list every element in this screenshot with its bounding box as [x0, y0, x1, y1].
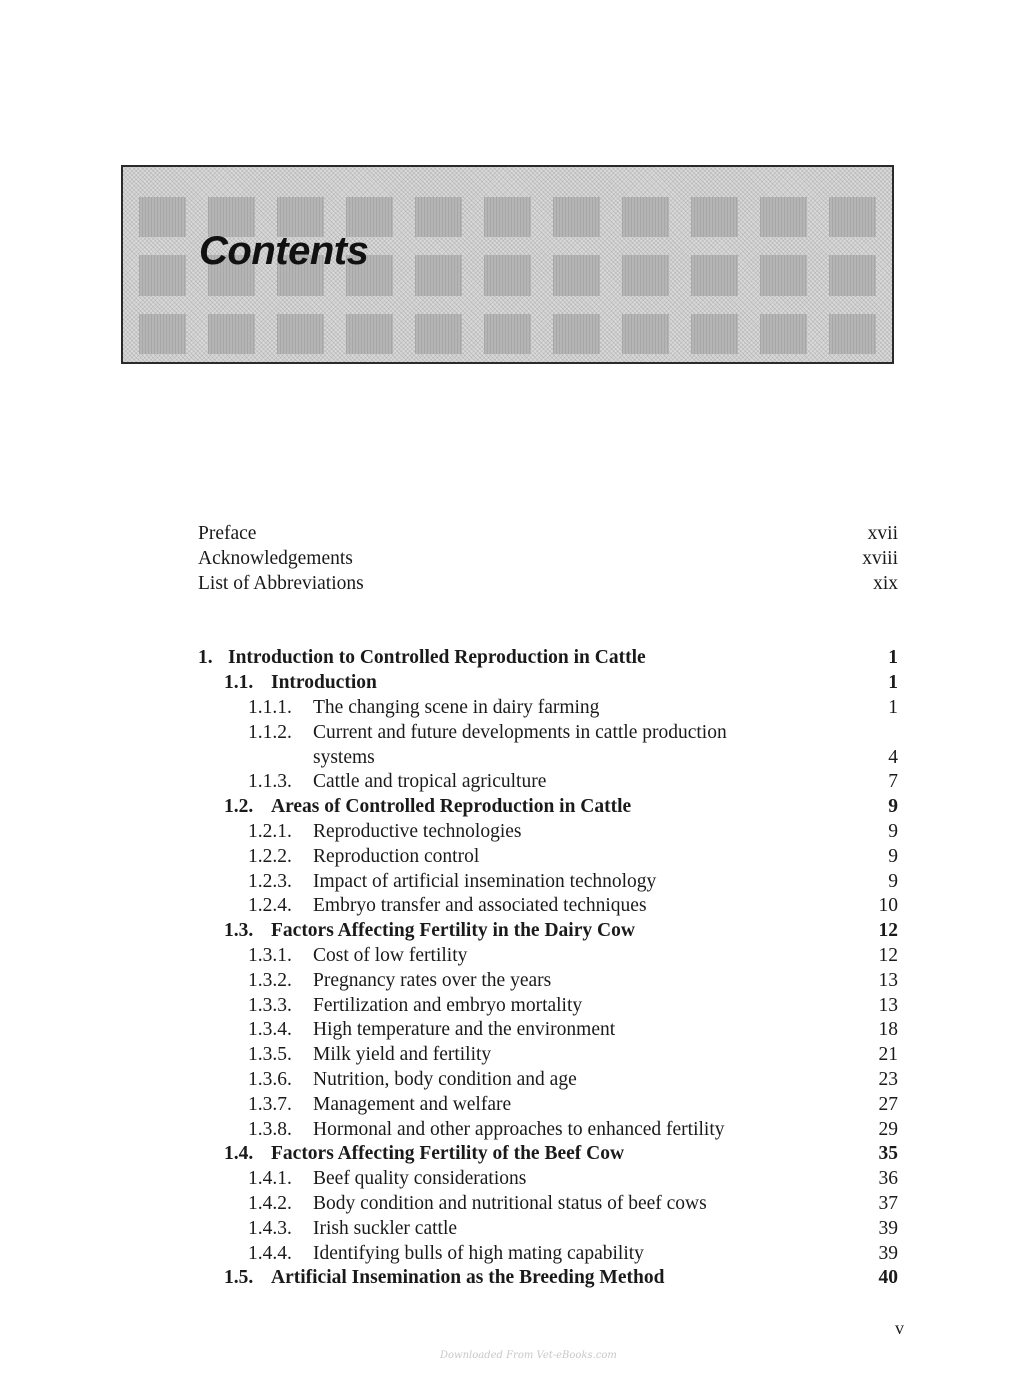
entry-page: 23	[878, 1069, 898, 1090]
entry-page: xvii	[867, 523, 898, 544]
subsection-number: 1.3.5.	[248, 1044, 292, 1065]
entry-page: 1	[888, 697, 898, 718]
subsection-number: 1.3.3.	[248, 995, 292, 1016]
subsection-number: 1.2.4.	[248, 895, 292, 916]
toc-subsection	[198, 968, 898, 993]
toc-subsection	[198, 869, 898, 894]
entry-page: 27	[878, 1094, 898, 1115]
toc-subsection	[198, 1117, 898, 1142]
toc-chapter	[198, 645, 898, 670]
entry-page: 9	[888, 821, 898, 842]
toc-front-entry	[198, 521, 898, 546]
subsection-number: 1.3.4.	[248, 1019, 292, 1040]
toc-subsection	[198, 720, 898, 745]
subsection-number: 1.2.2.	[248, 846, 292, 867]
toc-subsection	[198, 1042, 898, 1067]
toc-section	[198, 1141, 898, 1166]
subsection-number: 1.2.1.	[248, 821, 292, 842]
subsection-number: 1.3.8.	[248, 1119, 292, 1140]
entry-page: 37	[878, 1193, 898, 1214]
toc-section	[198, 670, 898, 695]
toc-section	[198, 918, 898, 943]
toc-subsection	[198, 1191, 898, 1216]
subsection-title: Cattle and tropical agriculture	[313, 771, 547, 792]
toc-subsection	[198, 695, 898, 720]
subsection-title: Embryo transfer and associated techniques	[313, 895, 647, 916]
entry-title: List of Abbreviations	[198, 573, 364, 594]
subsection-title: Reproduction control	[313, 846, 480, 867]
subsection-title: Fertilization and embryo mortality	[313, 995, 583, 1016]
section-number: 1.3.	[224, 920, 254, 941]
entry-page: 18	[878, 1019, 898, 1040]
subsection-number: 1.2.3.	[248, 871, 292, 892]
subsection-title-continued: systems	[313, 747, 375, 768]
subsection-title: Cost of low fertility	[313, 945, 468, 966]
entry-title: Acknowledgements	[198, 548, 353, 569]
toc-subsection	[198, 1067, 898, 1092]
toc-section	[198, 1265, 898, 1290]
entry-page: 12	[878, 920, 898, 941]
section-title: Areas of Controlled Reproduction in Cattle	[271, 796, 632, 817]
toc-subsection	[198, 1017, 898, 1042]
section-title: Introduction	[271, 672, 377, 693]
page-folio: v	[895, 1318, 904, 1338]
entry-page: 36	[878, 1168, 898, 1189]
entry-page: xviii	[862, 548, 898, 569]
subsection-title: Irish suckler cattle	[313, 1218, 458, 1239]
toc-subsection	[198, 1241, 898, 1266]
section-number: 1.4.	[224, 1143, 254, 1164]
subsection-number: 1.3.2.	[248, 970, 292, 991]
subsection-number: 1.1.1.	[248, 697, 292, 718]
subsection-title: The changing scene in dairy farming	[313, 697, 600, 718]
entry-page: 10	[878, 895, 898, 916]
subsection-title: Impact of artificial insemination technology	[313, 871, 657, 892]
entry-page: 9	[888, 796, 898, 817]
entry-page: 13	[878, 970, 898, 991]
subsection-number: 1.4.1.	[248, 1168, 292, 1189]
entry-page: 39	[878, 1243, 898, 1264]
page-title: Contents	[199, 229, 369, 273]
toc-subsection	[198, 1092, 898, 1117]
download-watermark: Downloaded From Vet-eBooks.com	[440, 1350, 617, 1361]
toc-subsection	[198, 943, 898, 968]
subsection-title: Milk yield and fertility	[313, 1044, 492, 1065]
toc-subsection-continued	[198, 745, 898, 770]
toc-subsection	[198, 844, 898, 869]
subsection-title: Nutrition, body condition and age	[313, 1069, 577, 1090]
toc-section	[198, 794, 898, 819]
section-number: 1.1.	[224, 672, 254, 693]
entry-title: Preface	[198, 523, 257, 544]
toc-subsection	[198, 1216, 898, 1241]
section-title: Artificial Insemination as the Breeding Method	[271, 1267, 665, 1288]
subsection-number: 1.3.1.	[248, 945, 292, 966]
entry-page: 13	[878, 995, 898, 1016]
subsection-title: High temperature and the environment	[313, 1019, 616, 1040]
toc-front-entry	[198, 571, 898, 596]
subsection-title: Hormonal and other approaches to enhanced fertility	[313, 1119, 725, 1140]
entry-page: 1	[888, 647, 898, 668]
entry-page: 21	[878, 1044, 898, 1065]
section-title: Factors Affecting Fertility in the Dairy Cow	[271, 920, 635, 941]
toc-subsection	[198, 769, 898, 794]
subsection-number: 1.1.2.	[248, 722, 292, 743]
entry-page: 7	[888, 771, 898, 792]
entry-page: 39	[878, 1218, 898, 1239]
entry-page: 9	[888, 846, 898, 867]
chapter-number: 1.	[198, 647, 213, 668]
subsection-title: Beef quality considerations	[313, 1168, 527, 1189]
entry-page: 40	[878, 1267, 898, 1288]
entry-page: 4	[888, 747, 898, 768]
subsection-title: Pregnancy rates over the years	[313, 970, 552, 991]
toc-subsection	[198, 993, 898, 1018]
subsection-number: 1.1.3.	[248, 771, 292, 792]
subsection-number: 1.4.2.	[248, 1193, 292, 1214]
section-number: 1.2.	[224, 796, 254, 817]
subsection-number: 1.4.3.	[248, 1218, 292, 1239]
subsection-title: Current and future developments in cattle production	[313, 722, 727, 743]
entry-page: 12	[878, 945, 898, 966]
subsection-title: Reproductive technologies	[313, 821, 522, 842]
entry-page: 1	[888, 672, 898, 693]
chapter-title: Introduction to Controlled Reproduction in Cattle	[228, 647, 646, 668]
entry-page: xix	[873, 573, 898, 594]
subsection-number: 1.4.4.	[248, 1243, 292, 1264]
entry-page: 35	[878, 1143, 898, 1164]
toc-subsection	[198, 1166, 898, 1191]
toc-subsection	[198, 819, 898, 844]
subsection-number: 1.3.6.	[248, 1069, 292, 1090]
subsection-number: 1.3.7.	[248, 1094, 292, 1115]
subsection-title: Management and welfare	[313, 1094, 512, 1115]
subsection-title: Identifying bulls of high mating capability	[313, 1243, 644, 1264]
entry-page: 29	[878, 1119, 898, 1140]
toc-front-entry	[198, 546, 898, 571]
entry-page: 9	[888, 871, 898, 892]
subsection-title: Body condition and nutritional status of beef cows	[313, 1193, 707, 1214]
toc-subsection	[198, 893, 898, 918]
section-title: Factors Affecting Fertility of the Beef Cow	[271, 1143, 625, 1164]
section-number: 1.5.	[224, 1267, 254, 1288]
